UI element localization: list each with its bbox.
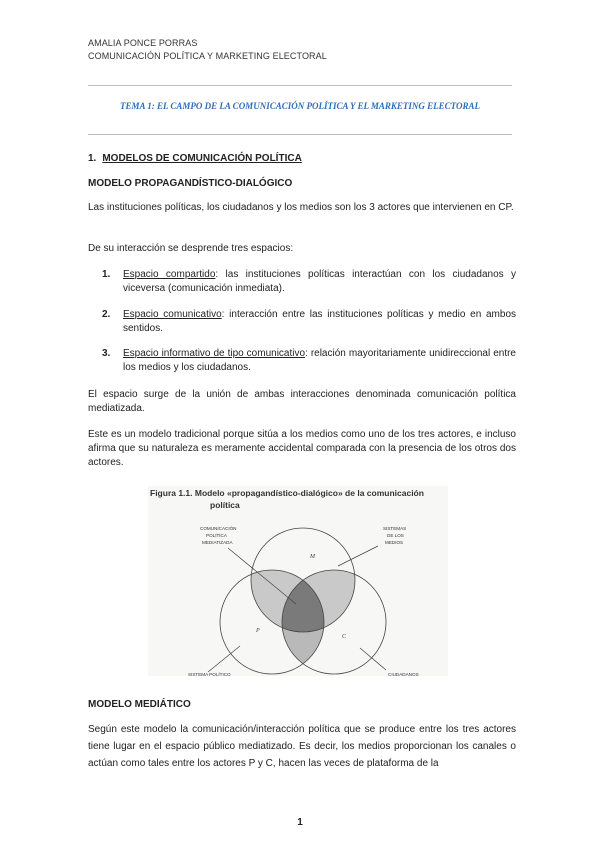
space-item-number: 1.: [102, 269, 111, 280]
letter-m: M: [310, 554, 315, 560]
model1-heading: MODELO PROPAGANDÍSTICO-DIALÓGICO: [88, 178, 293, 189]
label-media-3: MEDIOS: [385, 540, 404, 545]
space-item-number: 2.: [102, 309, 111, 320]
topic-title: TEMA 1: EL CAMPO DE LA COMUNICACIÓN POLÍTICA Y EL MARKETING ELECTORAL: [120, 101, 480, 111]
model2-heading: MODELO MEDIÁTICO: [88, 699, 191, 710]
letter-c: C: [342, 634, 347, 640]
space-item-2: [102, 308, 516, 336]
label-media-2: DE LOS: [387, 533, 404, 538]
top-divider: [88, 85, 512, 86]
section-number: 1.: [88, 153, 97, 164]
model2-para1: Según este modelo la comunicación/interacción política que se produce entre los tres actores tiene lugar en el espacio público mediatizado. Es decir, los medios proporcionan los canales o actúan como tales entre los actores P y C, hacen las veces de plataforma de la: [88, 724, 516, 769]
figure-caption-line2: política: [210, 500, 240, 510]
space-item-1: [102, 268, 516, 296]
label-cpm-1: COMUNICACIÓN: [200, 526, 237, 531]
space-item-term: Espacio informativo de tipo comunicativo: [123, 348, 306, 359]
label-political: SISTEMA POLÍTICO: [188, 672, 231, 676]
section-title: MODELOS DE COMUNICACIÓN POLÍTICA: [102, 153, 302, 164]
label-cpm-3: MEDIATIZADA: [202, 540, 233, 545]
model1-para2: De su interacción se desprende tres espacios:: [88, 243, 294, 254]
section-heading: [88, 153, 302, 164]
letter-p: P: [256, 628, 260, 634]
header-author: AMALIA PONCE PORRAS: [88, 38, 198, 48]
model1-para1: Las instituciones políticas, los ciudadanos y los medios son los 3 actores que intervienen en CP.: [88, 202, 514, 213]
space-item-3: [102, 347, 516, 375]
space-item-text: : relación mayoritariamente unidireccional entre los medios y los ciudadanos.: [123, 348, 516, 373]
page-number: 1: [297, 817, 303, 828]
space-item-number: 3.: [102, 348, 111, 359]
label-citizens: CIUDADANOS: [388, 672, 419, 676]
space-item-text: : las instituciones políticas interactúan con los ciudadanos y viceversa (comunicación inmediata).: [123, 269, 516, 294]
header-subject: COMUNICACIÓN POLÍTICA Y MARKETING ELECTORAL: [88, 51, 327, 61]
figure-caption-line1: Figura 1.1. Modelo «propagandístico-dialógico» de la comunicación: [150, 488, 424, 498]
label-cpm-2: POLÍTICA: [206, 533, 227, 538]
label-media-1: SISTEMAS: [383, 526, 407, 531]
bottom-divider: [88, 134, 512, 135]
venn-figure: [148, 486, 448, 676]
space-item-term: Espacio compartido: [123, 269, 216, 280]
space-item-text: : interacción entre las instituciones políticas y medio en ambos sentidos.: [123, 309, 517, 334]
space-item-term: Espacio comunicativo: [123, 309, 222, 320]
model1-para4: Este es un modelo tradicional porque sitúa a los medios como uno de los tres actores, e incluso afirma que su naturaleza es meramente accidental comparada con la presencia de los otros dos actores.: [88, 429, 516, 468]
model1-para3: El espacio surge de la unión de ambas interacciones denominada comunicación política mediatizada.: [88, 389, 516, 414]
